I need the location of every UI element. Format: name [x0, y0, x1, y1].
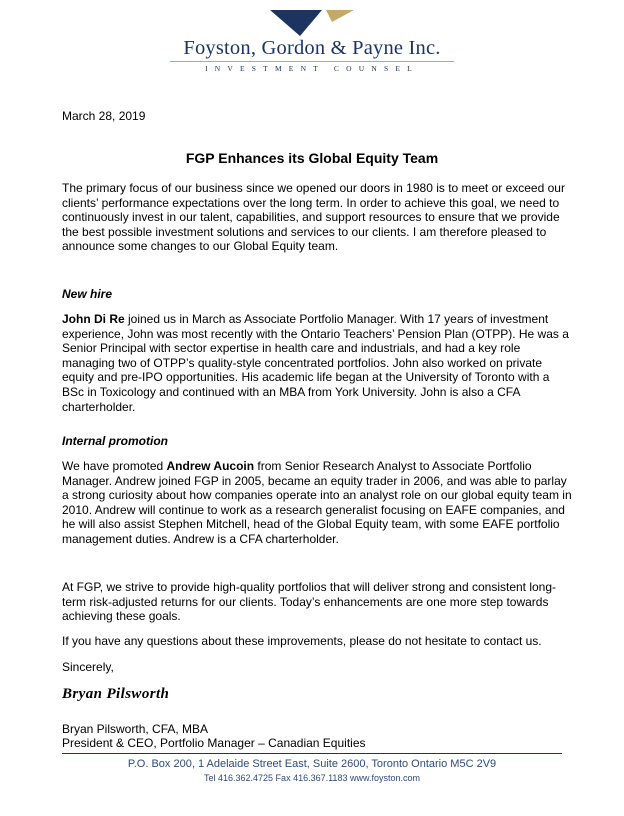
letter-date: March 28, 2019	[62, 109, 146, 123]
letterhead-divider	[170, 61, 454, 62]
questions-paragraph: If you have any questions about these improvements, please do not hesitate to contact us.	[62, 634, 542, 648]
signer-title: President & CEO, Portfolio Manager – Canadian Equities	[62, 736, 366, 750]
promotion-body: from Senior Research Analyst to Associate Portfolio Manager. Andrew joined FGP in 2005, became an equity trader in 2006, and was able to parlay a strong curiosity about how companies operate into an analyst role on our global equity team in 2010. Andrew will continue to work as a research generalist focusing on EAFE companies, and he will also assist Stephen Mitchell, head of the Global Equity team, with some EAFE portfolio management duties. Andrew is a CFA charterholder.	[62, 459, 572, 546]
promotion-paragraph	[62, 459, 572, 547]
company-logo-icon	[270, 10, 354, 36]
promotion-heading: Internal promotion	[62, 434, 168, 448]
new-hire-heading: New hire	[62, 287, 113, 301]
promotion-name: Andrew Aucoin	[166, 459, 255, 473]
sign-off: Sincerely,	[62, 660, 114, 674]
handwritten-signature: Bryan Pilsworth	[62, 686, 170, 702]
new-hire-body: joined us in March as Associate Portfolio Manager. With 17 years of investment experience, John was most recently with the Ontario Teachers’ Pension Plan (OTPP). He was a Senior Principal with sector expertise in health care and industrials, and had a key role managing two of OTPP’s quality-style concentrated portfolios. John also worked on private equity and pre-IPO opportunities. His academic life began at the University of Toronto with a BSc in Toxicology and continued with an MBA from York University. John is also a CFA charterholder.	[62, 312, 569, 414]
company-name: Foyston, Gordon & Payne Inc.	[183, 37, 441, 59]
new-hire-name: John Di Re	[62, 312, 125, 326]
new-hire-paragraph	[62, 312, 572, 414]
footer-address: P.O. Box 200, 1 Adelaide Street East, Suite 2600, Toronto Ontario M5C 2V9	[127, 758, 497, 770]
company-tagline: INVESTMENT COUNSEL	[205, 64, 419, 73]
footer-divider	[62, 753, 562, 754]
footer-contact: Tel 416.362.4725 Fax 416.367.1183 www.foyston.com	[204, 773, 420, 783]
closing-paragraph: At FGP, we strive to provide high-quality portfolios that will deliver strong and consistent long-term risk-adjusted returns for our clients. Today’s enhancements are one more step towards achieving these goals.	[62, 580, 557, 624]
signer-name: Bryan Pilsworth, CFA, MBA	[62, 722, 209, 736]
promotion-lead: We have promoted	[62, 459, 167, 473]
letter-title: FGP Enhances its Global Equity Team	[185, 150, 439, 166]
intro-paragraph: The primary focus of our business since we opened our doors in 1980 is to meet or exceed our clients’ performance expectations over the long term. In order to achieve this goal, we need to continuously invest in our talent, capabilities, and support resources to ensure that we provide the best possible investment solutions and services to our clients. I am therefore pleased to announce some changes to our Global Equity team.	[62, 181, 565, 254]
